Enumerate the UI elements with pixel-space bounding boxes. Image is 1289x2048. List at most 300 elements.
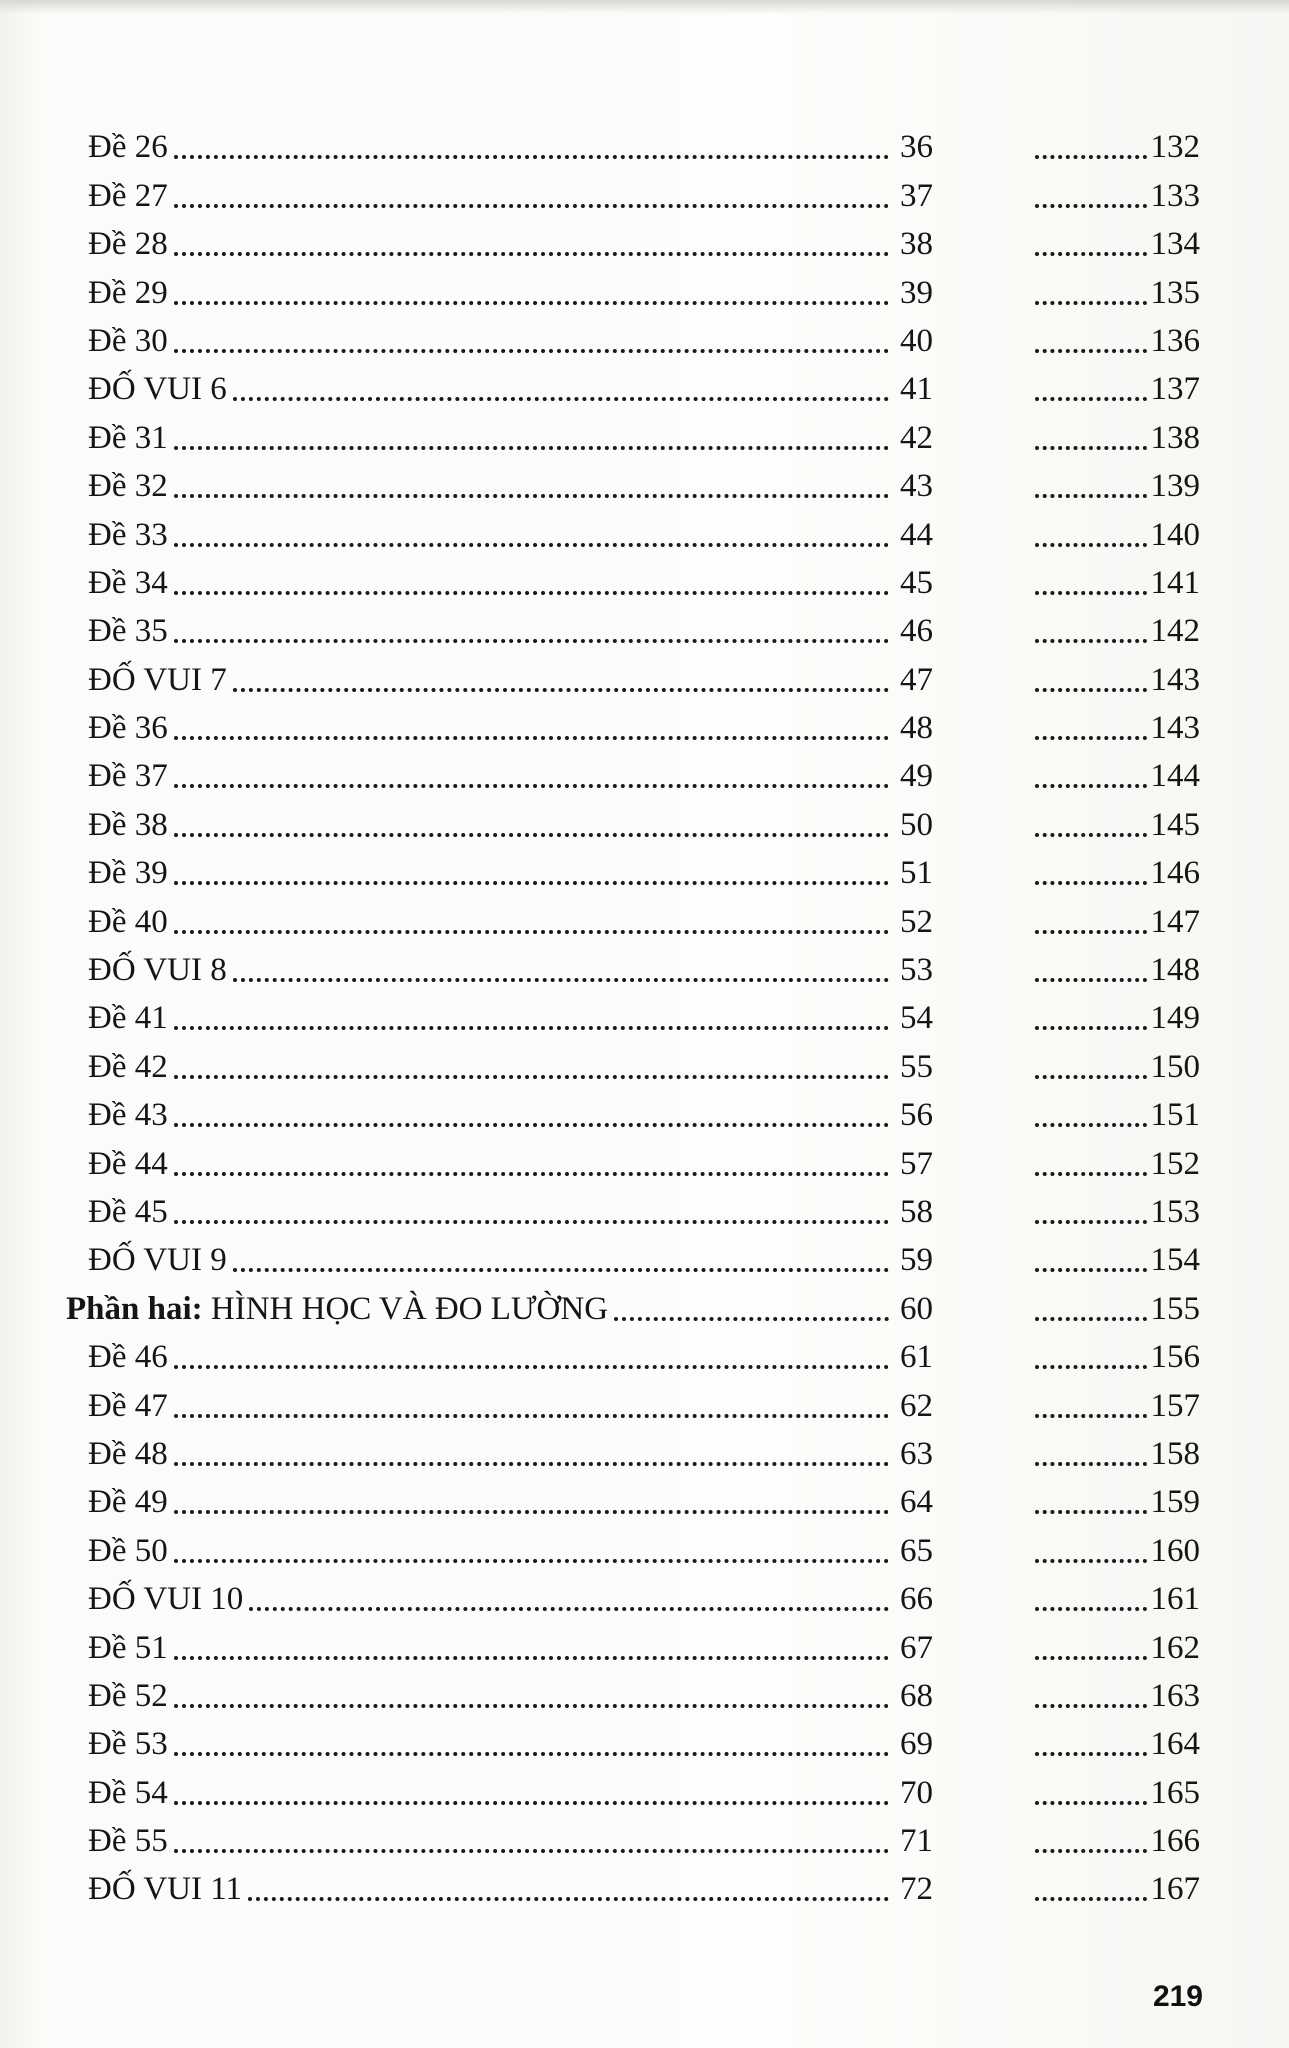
toc-entry-row: [88, 648, 933, 696]
toc-entry-title: Đề 29: [88, 274, 168, 311]
toc-entry-row: [1035, 745, 1200, 793]
toc-page-number: 39: [900, 274, 933, 311]
toc-entry-row: [1035, 793, 1200, 841]
leader-dots: [1035, 300, 1147, 305]
leader-dots: [1035, 1025, 1147, 1030]
toc-page-number: 143: [1150, 710, 1200, 747]
toc-entry-row: [88, 1181, 933, 1229]
toc-entry-row: [88, 164, 933, 212]
toc-entry-row: [88, 552, 933, 600]
toc-entry-title: Đề 27: [88, 177, 168, 214]
leader-dots: [1035, 154, 1147, 159]
toc-entry-label: [88, 1387, 168, 1424]
toc-page-number: 135: [1150, 274, 1200, 311]
toc-entry-title: Đề 34: [88, 564, 168, 601]
toc-entry-row: [88, 1229, 933, 1277]
toc-entry-label: [88, 1873, 242, 1906]
toc-page-number: 145: [1150, 806, 1200, 843]
toc-entry-row: [88, 310, 933, 358]
leader-dots: [233, 396, 889, 401]
toc-page-number: 138: [1150, 419, 1200, 456]
leader-dots: [174, 880, 889, 885]
toc-page-number: 63: [900, 1435, 933, 1472]
toc-entry-row: [1035, 1761, 1200, 1809]
toc-page-number: 38: [900, 226, 933, 263]
toc-entry-label: [88, 177, 168, 214]
toc-page-number: 65: [900, 1532, 933, 1569]
toc-entry-row: [88, 1810, 933, 1858]
leader-dots: [174, 1751, 889, 1756]
toc-page-number: 64: [900, 1484, 933, 1521]
toc-entry-title: Đề 54: [88, 1774, 168, 1811]
toc-page-number: 151: [1150, 1097, 1200, 1134]
toc-entry-title: ĐỐ VUI 9: [88, 1242, 227, 1279]
toc-entry-title: Đề 45: [88, 1193, 168, 1230]
toc-page-number: 167: [1150, 1871, 1200, 1908]
leader-dots: [1035, 1703, 1147, 1708]
toc-entry-label: [88, 760, 168, 793]
toc-page-number: 62: [900, 1387, 933, 1424]
toc-page-number: 45: [900, 564, 933, 601]
toc-page-number: 48: [900, 710, 933, 747]
toc-entry-row: [1035, 648, 1200, 696]
toc-page-number: 142: [1150, 613, 1200, 650]
toc-entry-label: [88, 1099, 168, 1132]
toc-entry-label: [88, 470, 168, 503]
leader-dots: [174, 1219, 889, 1224]
toc-page-number: 43: [900, 468, 933, 505]
toc-entry-label: [88, 1435, 168, 1472]
toc-page-number: 139: [1150, 468, 1200, 505]
toc-entry-row: [1035, 1035, 1200, 1083]
toc-entry-row: [88, 1035, 933, 1083]
leader-dots: [1035, 251, 1147, 256]
leader-dots: [174, 1848, 889, 1853]
toc-page-number: 36: [900, 129, 933, 166]
toc-entry-title: Đề 39: [88, 855, 168, 892]
leader-dots: [1035, 1364, 1147, 1369]
toc-entry-row: [1035, 310, 1200, 358]
toc-entry-title: ĐỐ VUI 10: [88, 1581, 244, 1618]
toc-entry-row: [88, 1761, 933, 1809]
toc-entry-title: Đề 26: [88, 129, 168, 166]
leader-dots: [174, 251, 889, 256]
toc-entry-label: [66, 1290, 609, 1327]
toc-page-number: 54: [900, 1000, 933, 1037]
toc-entry-label: [88, 1583, 243, 1616]
leader-dots: [174, 203, 889, 208]
toc-page-number: 72: [900, 1871, 933, 1908]
toc-page-number: 52: [900, 903, 933, 940]
toc-page-number: 44: [900, 516, 933, 553]
toc-entry-row: [88, 455, 933, 503]
toc-entry-label: [88, 806, 168, 843]
toc-entry-row: [88, 1568, 933, 1616]
leader-dots: [174, 1025, 889, 1030]
leader-dots: [174, 1364, 889, 1369]
toc-page-number: 154: [1150, 1242, 1200, 1279]
leader-dots: [1035, 1413, 1147, 1418]
leader-dots: [174, 1509, 889, 1514]
toc-page-number: 140: [1150, 516, 1200, 553]
toc-entry-label: [88, 274, 168, 311]
toc-entry-title: Đề 31: [88, 419, 168, 456]
toc-entry-row: [88, 1519, 933, 1567]
toc-entry-label: [88, 1677, 168, 1714]
leader-dots: [1035, 1655, 1147, 1660]
leader-dots: [174, 1461, 889, 1466]
leader-dots: [1035, 542, 1147, 547]
toc-entry-row: [1035, 1277, 1200, 1325]
toc-entry-row: [1035, 455, 1200, 503]
leader-dots: [1035, 1461, 1147, 1466]
leader-dots: [1035, 687, 1147, 692]
leader-dots: [174, 638, 889, 643]
toc-entry-row: [1035, 1471, 1200, 1519]
leader-dots: [1035, 929, 1147, 934]
toc-page-number: 166: [1150, 1823, 1200, 1860]
toc-entry-row: [88, 358, 933, 406]
toc-entry-title: Đề 37: [88, 758, 168, 795]
toc-page-number: 144: [1150, 758, 1200, 795]
toc-page-number: 163: [1150, 1677, 1200, 1714]
leader-dots: [174, 1703, 889, 1708]
toc-entry-row: [88, 406, 933, 454]
leader-dots: [233, 1267, 889, 1272]
toc-entry-label: [88, 131, 168, 164]
toc-entry-title: Đề 52: [88, 1677, 168, 1714]
toc-entry-row: [1035, 987, 1200, 1035]
leader-dots: [1035, 832, 1147, 837]
toc-entry-row: [1035, 1084, 1200, 1132]
toc-entry-row: [88, 1471, 933, 1519]
leader-dots: [174, 348, 889, 353]
toc-entry-label: [88, 1193, 168, 1230]
toc-page-number: 50: [900, 806, 933, 843]
leader-dots: [174, 832, 889, 837]
toc-entry-row: [88, 1665, 933, 1713]
toc-entry-row: [88, 697, 933, 745]
toc-entry-row: [88, 116, 933, 164]
toc-page-number: 59: [900, 1242, 933, 1279]
toc-page-number: 134: [1150, 226, 1200, 263]
leader-dots: [1035, 1751, 1147, 1756]
toc-page-number: 157: [1150, 1387, 1200, 1424]
leader-dots: [614, 1316, 889, 1321]
toc-entry-row: [1035, 600, 1200, 648]
toc-entry-row: [88, 600, 933, 648]
toc-entry-label: [88, 516, 168, 553]
toc-entry-label: [88, 1728, 168, 1761]
toc-entry-row: [1035, 1181, 1200, 1229]
toc-entry-title: Đề 49: [88, 1484, 168, 1521]
toc-entry-label: [88, 954, 227, 987]
leader-dots: [1035, 590, 1147, 595]
toc-entry-title: Đề 41: [88, 1000, 168, 1037]
toc-entry-row: [1035, 358, 1200, 406]
toc-entry-label: [88, 1486, 168, 1519]
toc-page-number: 49: [900, 758, 933, 795]
toc-entry-row: [1035, 1858, 1200, 1906]
toc-page-number: 57: [900, 1145, 933, 1182]
toc-entry-row: [1035, 1810, 1200, 1858]
toc-entry-label: [88, 1629, 168, 1666]
toc-entry-label: [88, 1774, 168, 1811]
toc-page-number: 46: [900, 613, 933, 650]
toc-page-number: 55: [900, 1048, 933, 1085]
toc-page-number: 152: [1150, 1145, 1200, 1182]
toc-entry-row: [88, 1132, 933, 1180]
toc-page-number: 143: [1150, 661, 1200, 698]
toc-entry-title: Đề 33: [88, 516, 168, 553]
toc-entry-row: [1035, 1519, 1200, 1567]
toc-entry-label: [88, 1145, 168, 1182]
toc-page-number: 69: [900, 1726, 933, 1763]
toc-page-number: 70: [900, 1774, 933, 1811]
toc-entry-title: Đề 42: [88, 1048, 168, 1085]
leader-dots: [174, 929, 889, 934]
leader-dots: [1035, 783, 1147, 788]
leader-dots: [1035, 1800, 1147, 1805]
toc-entry-title: Đề 38: [88, 806, 168, 843]
toc-page-number: 56: [900, 1097, 933, 1134]
toc-entry-row: [1035, 1374, 1200, 1422]
toc-entry-row: [88, 939, 933, 987]
leader-dots: [1035, 445, 1147, 450]
toc-entry-title: Đề 51: [88, 1629, 168, 1666]
toc-entry-row: [1035, 116, 1200, 164]
toc-entry-title: Đề 50: [88, 1532, 168, 1569]
toc-entry-title: Đề 30: [88, 322, 168, 359]
leader-dots: [249, 1606, 889, 1611]
toc-page-number: 165: [1150, 1774, 1200, 1811]
toc-entry-label: [88, 419, 168, 456]
leader-dots: [1035, 880, 1147, 885]
toc-page-number: 136: [1150, 322, 1200, 359]
toc-entry-title: Đề 47: [88, 1387, 168, 1424]
toc-entry-label: [88, 564, 168, 601]
leader-dots: [1035, 1171, 1147, 1176]
leader-dots: [1035, 348, 1147, 353]
leader-dots: [174, 1171, 889, 1176]
toc-entry-row: [88, 1616, 933, 1664]
leader-dots: [1035, 1896, 1147, 1901]
leader-dots: [174, 1122, 889, 1127]
toc-right-column: [1035, 116, 1200, 1906]
toc-page-number: 47: [900, 661, 933, 698]
toc-page-number: 51: [900, 855, 933, 892]
leader-dots: [1035, 1074, 1147, 1079]
toc-entry-row: [1035, 697, 1200, 745]
toc-entry-row: [88, 1713, 933, 1761]
toc-entry-title: Đề 40: [88, 903, 168, 940]
toc-page-number: 153: [1150, 1193, 1200, 1230]
toc-entry-label: [88, 712, 168, 745]
toc-section-row: [66, 1277, 933, 1325]
page-number: 219: [1152, 1980, 1203, 2013]
toc-page-number: 164: [1150, 1726, 1200, 1763]
leader-dots: [1035, 1316, 1147, 1321]
page-top-edge: [0, 0, 1289, 14]
toc-entry-row: [1035, 213, 1200, 261]
toc-page-number: 162: [1150, 1629, 1200, 1666]
leader-dots: [174, 735, 889, 740]
section-prefix: Phần hai:: [66, 1290, 203, 1327]
toc-page-number: 133: [1150, 177, 1200, 214]
toc-page-number: 60: [900, 1290, 933, 1327]
toc-entry-row: [1035, 1713, 1200, 1761]
toc-entry-title: ĐỐ VUI 7: [88, 661, 227, 698]
toc-entry-label: [88, 228, 168, 261]
leader-dots: [174, 445, 889, 450]
leader-dots: [1035, 1267, 1147, 1272]
toc-page-number: 41: [900, 371, 933, 408]
leader-dots: [174, 1558, 889, 1563]
toc-entry-row: [88, 1326, 933, 1374]
toc-entry-row: [1035, 503, 1200, 551]
toc-entry-label: [88, 1825, 168, 1858]
toc-entry-row: [1035, 842, 1200, 890]
toc-entry-row: [88, 745, 933, 793]
leader-dots: [1035, 1558, 1147, 1563]
toc-entry-row: [88, 1423, 933, 1471]
leader-dots: [1035, 1509, 1147, 1514]
toc-entry-row: [88, 261, 933, 309]
toc-entry-row: [1035, 890, 1200, 938]
leader-dots: [1035, 203, 1147, 208]
leader-dots: [174, 493, 889, 498]
toc-entry-row: [88, 213, 933, 261]
toc-page-number: 66: [900, 1581, 933, 1618]
toc-page-number: 42: [900, 419, 933, 456]
toc-entry-title: ĐỐ VUI 11: [88, 1871, 242, 1908]
leader-dots: [174, 300, 889, 305]
toc-entry-row: [88, 503, 933, 551]
toc-entry-row: [88, 987, 933, 1035]
leader-dots: [174, 154, 889, 159]
toc-entry-label: [88, 857, 168, 890]
toc-page-number: 40: [900, 322, 933, 359]
toc-entry-label: [88, 1002, 168, 1035]
toc-entry-row: [1035, 164, 1200, 212]
leader-dots: [174, 783, 889, 788]
toc-entry-row: [88, 1084, 933, 1132]
leader-dots: [1035, 1219, 1147, 1224]
toc-entry-label: [88, 322, 168, 359]
toc-entry-title: Đề 36: [88, 710, 168, 747]
leader-dots: [1035, 735, 1147, 740]
toc-entry-label: [88, 903, 168, 940]
leader-dots: [174, 590, 889, 595]
toc-page-number: 148: [1150, 952, 1200, 989]
toc-entry-title: Đề 55: [88, 1823, 168, 1860]
leader-dots: [233, 687, 889, 692]
toc-entry-row: [1035, 1665, 1200, 1713]
toc-entry-row: [88, 1858, 933, 1906]
toc-entry-title: ĐỐ VUI 8: [88, 952, 227, 989]
toc-entry-label: [88, 1532, 168, 1569]
toc-entry-row: [1035, 939, 1200, 987]
toc-entry-row: [1035, 552, 1200, 600]
leader-dots: [1035, 977, 1147, 982]
toc-entry-title: Đề 32: [88, 468, 168, 505]
toc-entry-row: [1035, 261, 1200, 309]
toc-entry-title: Đề 48: [88, 1435, 168, 1472]
toc-entry-row: [1035, 1423, 1200, 1471]
toc-entry-row: [1035, 1568, 1200, 1616]
toc-page-number: 58: [900, 1193, 933, 1230]
toc-page-number: 149: [1150, 1000, 1200, 1037]
toc-entry-row: [1035, 1229, 1200, 1277]
toc-entry-label: [88, 615, 168, 648]
toc-page-number: 141: [1150, 564, 1200, 601]
leader-dots: [174, 1074, 889, 1079]
toc-page-number: 68: [900, 1677, 933, 1714]
leader-dots: [174, 1413, 889, 1418]
toc-entry-row: [1035, 1132, 1200, 1180]
toc-page-number: 53: [900, 952, 933, 989]
toc-entry-row: [1035, 1326, 1200, 1374]
toc-page-number: 71: [900, 1823, 933, 1860]
toc-page-number: 160: [1150, 1532, 1200, 1569]
toc-page-number: 132: [1150, 129, 1200, 166]
toc-page-number: 147: [1150, 903, 1200, 940]
toc-entry-title: Đề 35: [88, 613, 168, 650]
leader-dots: [1035, 638, 1147, 643]
leader-dots: [233, 977, 889, 982]
toc-page-number: 61: [900, 1339, 933, 1376]
toc-entry-title: Đề 43: [88, 1097, 168, 1134]
toc-entry-title: Đề 53: [88, 1726, 168, 1763]
toc-page-number: 137: [1150, 371, 1200, 408]
leader-dots: [174, 1800, 889, 1805]
toc-entry-label: [88, 1244, 227, 1277]
leader-dots: [174, 542, 889, 547]
leader-dots: [1035, 1122, 1147, 1127]
toc-page-number: 156: [1150, 1339, 1200, 1376]
toc-page-number: 37: [900, 177, 933, 214]
toc-entry-row: [88, 842, 933, 890]
toc-entry-row: [1035, 1616, 1200, 1664]
toc-entry-title: Đề 46: [88, 1339, 168, 1376]
toc-page-number: 155: [1150, 1290, 1200, 1327]
toc-entry-label: [88, 1341, 168, 1374]
toc-page-number: 150: [1150, 1048, 1200, 1085]
toc-entry-title: ĐỐ VUI 6: [88, 371, 227, 408]
toc-entry-title: Đề 28: [88, 226, 168, 263]
toc-entry-row: [88, 890, 933, 938]
toc-entry-title: HÌNH HỌC VÀ ĐO LƯỜNG: [202, 1290, 609, 1327]
toc-page-number: 67: [900, 1629, 933, 1666]
toc-page-number: 159: [1150, 1484, 1200, 1521]
leader-dots: [1035, 1848, 1147, 1853]
toc-entry-label: [88, 1048, 168, 1085]
leader-dots: [248, 1896, 889, 1901]
toc-entry-label: [88, 373, 227, 406]
toc-page-number: 161: [1150, 1581, 1200, 1618]
leader-dots: [1035, 493, 1147, 498]
toc-entry-row: [88, 793, 933, 841]
toc-entry-row: [88, 1374, 933, 1422]
toc-entry-row: [1035, 406, 1200, 454]
toc-entry-label: [88, 661, 227, 698]
leader-dots: [1035, 1606, 1147, 1611]
toc-page-number: 146: [1150, 855, 1200, 892]
toc-left-column: [66, 116, 933, 1908]
leader-dots: [174, 1655, 889, 1660]
toc-entry-title: Đề 44: [88, 1145, 168, 1182]
toc-page-number: 158: [1150, 1435, 1200, 1472]
